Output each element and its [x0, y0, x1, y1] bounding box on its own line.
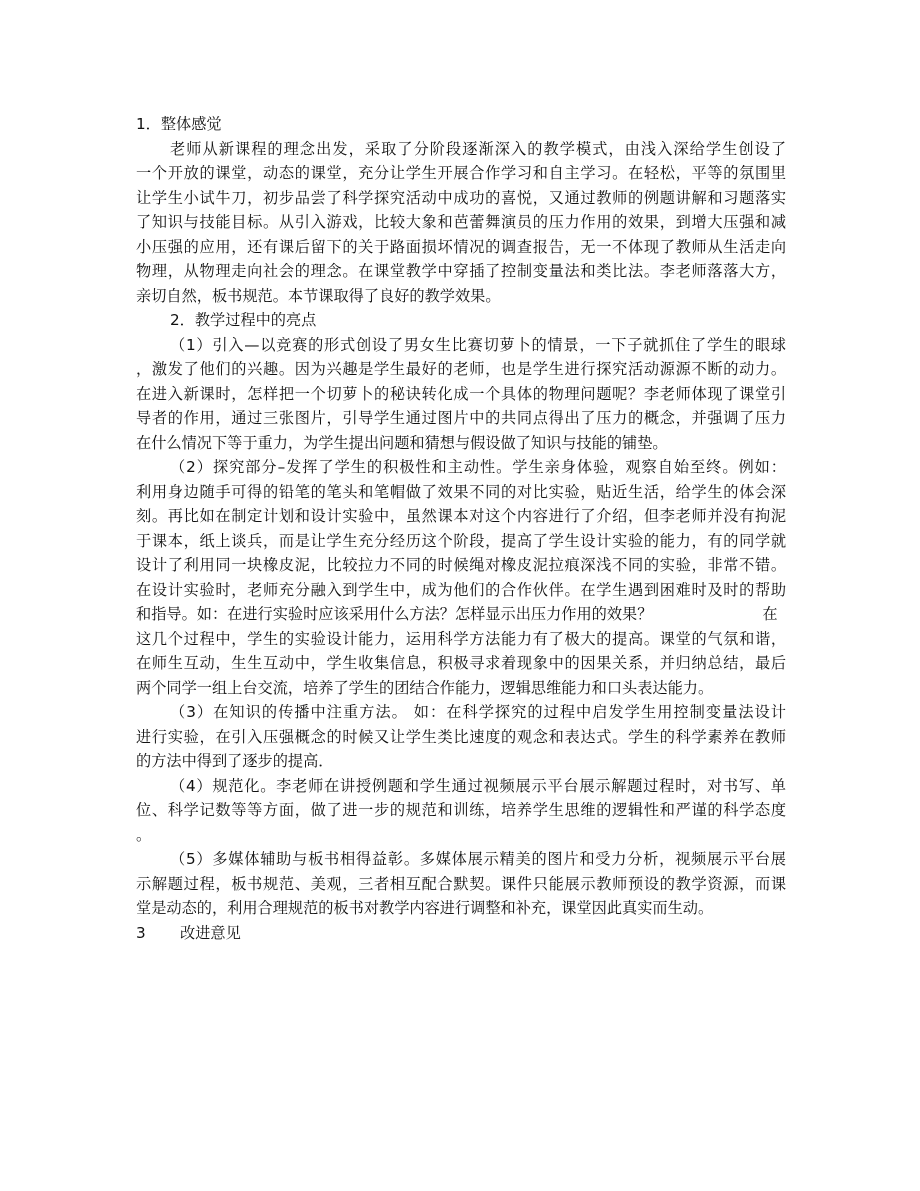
- paragraph-line-text: 在: [762, 605, 778, 623]
- paragraph-line: 老师从新课程的理念出发，采取了分阶段逐渐深入的教学模式，由浅入深给学生创设了: [170, 139, 786, 158]
- paragraph-line: 。: [136, 825, 152, 844]
- paragraph-line: 利用身边随手可得的铅笔的笔头和笔帽做了效果不同的对比实验，贴近生活，给学生的体会深: [136, 482, 786, 501]
- paragraph-line: 亲切自然，板书规范。本节课取得了良好的教学效果。: [136, 286, 501, 305]
- section-2-heading: 2．教学过程中的亮点: [170, 311, 317, 329]
- paragraph-line: 进行实验，在引入压强概念的时候又让学生类比速度的观念和表达式。学生的科学素养在教师: [136, 727, 786, 746]
- highlight-paragraph-5: [136, 847, 786, 921]
- paragraph-line: 设计了利用同一块橡皮泥，比较拉力不同的时候绳对橡皮泥拉痕深浅不同的实验，非常不错。: [136, 556, 786, 574]
- paragraph-line-text: 和指导。如：在进行实验时应该采用什么方法？怎样显示出压力作用的效果？: [136, 605, 653, 623]
- section-3-title: 改进意见: [180, 923, 241, 942]
- paragraph-line: 于课本，纸上谈兵，而是让学生充分经历这个阶段，提高了学生设计实验的能力，有的同学就: [136, 531, 786, 550]
- highlight-paragraph-4: [136, 774, 786, 848]
- paragraph-line: 让学生小试牛刀，初步品尝了科学探究活动中成功的喜悦，又通过教师的例题讲解和习题落实: [136, 188, 786, 207]
- document-body: [136, 112, 786, 945]
- paragraph-line: 的方法中得到了逐步的提高．: [136, 752, 334, 770]
- section-3-heading: [136, 921, 786, 946]
- section-1-heading: 1．整体感觉: [136, 115, 222, 133]
- paragraph-line: 在进入新课时，怎样把一个切萝卜的秘诀转化成一个具体的物理问题呢？李老师体现了课堂引: [136, 384, 786, 403]
- paragraph-line: （1）引入—以竞赛的形式创设了男女生比赛切萝卜的情景，一下子就抓住了学生的眼球: [170, 335, 786, 354]
- paragraph-line: （3）在知识的传播中注重方法。 如：在科学探究的过程中启发学生用控制变量法设计: [170, 703, 786, 721]
- paragraph-line: 这几个过程中，学生的实验设计能力，运用科学方法能力有了极大的提高。课堂的气氛和谐，: [136, 629, 786, 648]
- highlight-paragraph-2: [136, 455, 786, 700]
- paragraph-line: 在设计实验时，老师充分融入到学生中，成为他们的合作伙伴。在学生遇到困难时及时的帮助: [136, 580, 786, 599]
- paragraph-line: 一个开放的课堂，动态的课堂，充分让学生开展合作学习和自主学习。在轻松，平等的氛围里: [136, 164, 786, 182]
- paragraph-line: 导者的作用，通过三张图片，引导学生通过图片中的共同点得出了压力的概念，并强调了压力: [136, 409, 786, 427]
- paragraph-line: 了知识与技能目标。从引入游戏，比较大象和芭蕾舞演员的压力作用的效果，到增大压强和减: [136, 213, 786, 231]
- paragraph-line: 两个同学一组上台交流，培养了学生的团结合作能力，逻辑思维能力和口头表达能力。: [136, 678, 714, 697]
- paragraph-line: 示解题过程，板书规范、美观，三者相互配合默契。课件只能展示教师预设的教学资源，而课: [136, 874, 786, 893]
- paragraph-line: 在师生互动，生生互动中，学生收集信息，积极寻求着现象中的因果关系，并归纳总结，最后: [136, 654, 786, 672]
- paragraph-line: 刻。再比如在制定计划和设计实验中，虽然课本对这个内容进行了介绍，但李老师并没有拘泥: [136, 507, 786, 525]
- paragraph-line: 物理，从物理走向社会的理念。在课堂教学中穿插了控制变量法和类比法。李老师落落大方，: [136, 262, 786, 280]
- highlight-paragraph-1: [136, 333, 786, 456]
- section-1-paragraph: [136, 137, 786, 309]
- paragraph-line: 堂是动态的，利用合理规范的板书对教学内容进行调整和补充，课堂因此真实而生动。: [136, 899, 714, 917]
- paragraph-line: （5）多媒体辅助与板书相得益彰。多媒体展示精美的图片和受力分析，视频展示平台展: [170, 850, 786, 868]
- paragraph-line: ，激发了他们的兴趣。因为兴趣是学生最好的老师，也是学生进行探究活动源源不断的动力。: [136, 360, 786, 378]
- paragraph-line: [136, 602, 786, 627]
- paragraph-line: 在什么情况下等于重力，为学生提出问题和猜想与假设做了知识与技能的铺垫。: [136, 433, 668, 452]
- paragraph-line: 小压强的应用，还有课后留下的关于路面损坏情况的调查报告，无一不体现了教师从生活走向: [136, 237, 786, 256]
- highlight-paragraph-3: [136, 700, 786, 774]
- paragraph-line: 位、科学记数等等方面，做了进一步的规范和训练，培养学生思维的逻辑性和严谨的科学态度: [136, 801, 786, 819]
- paragraph-line: （4）规范化。李老师在讲授例题和学生通过视频展示平台展示解题过程时，对书写、单: [170, 776, 786, 795]
- paragraph-line: （2）探究部分–发挥了学生的积极性和主动性。学生亲身体验，观察自始至终。例如：: [170, 458, 786, 476]
- section-3-number: 3: [136, 923, 146, 942]
